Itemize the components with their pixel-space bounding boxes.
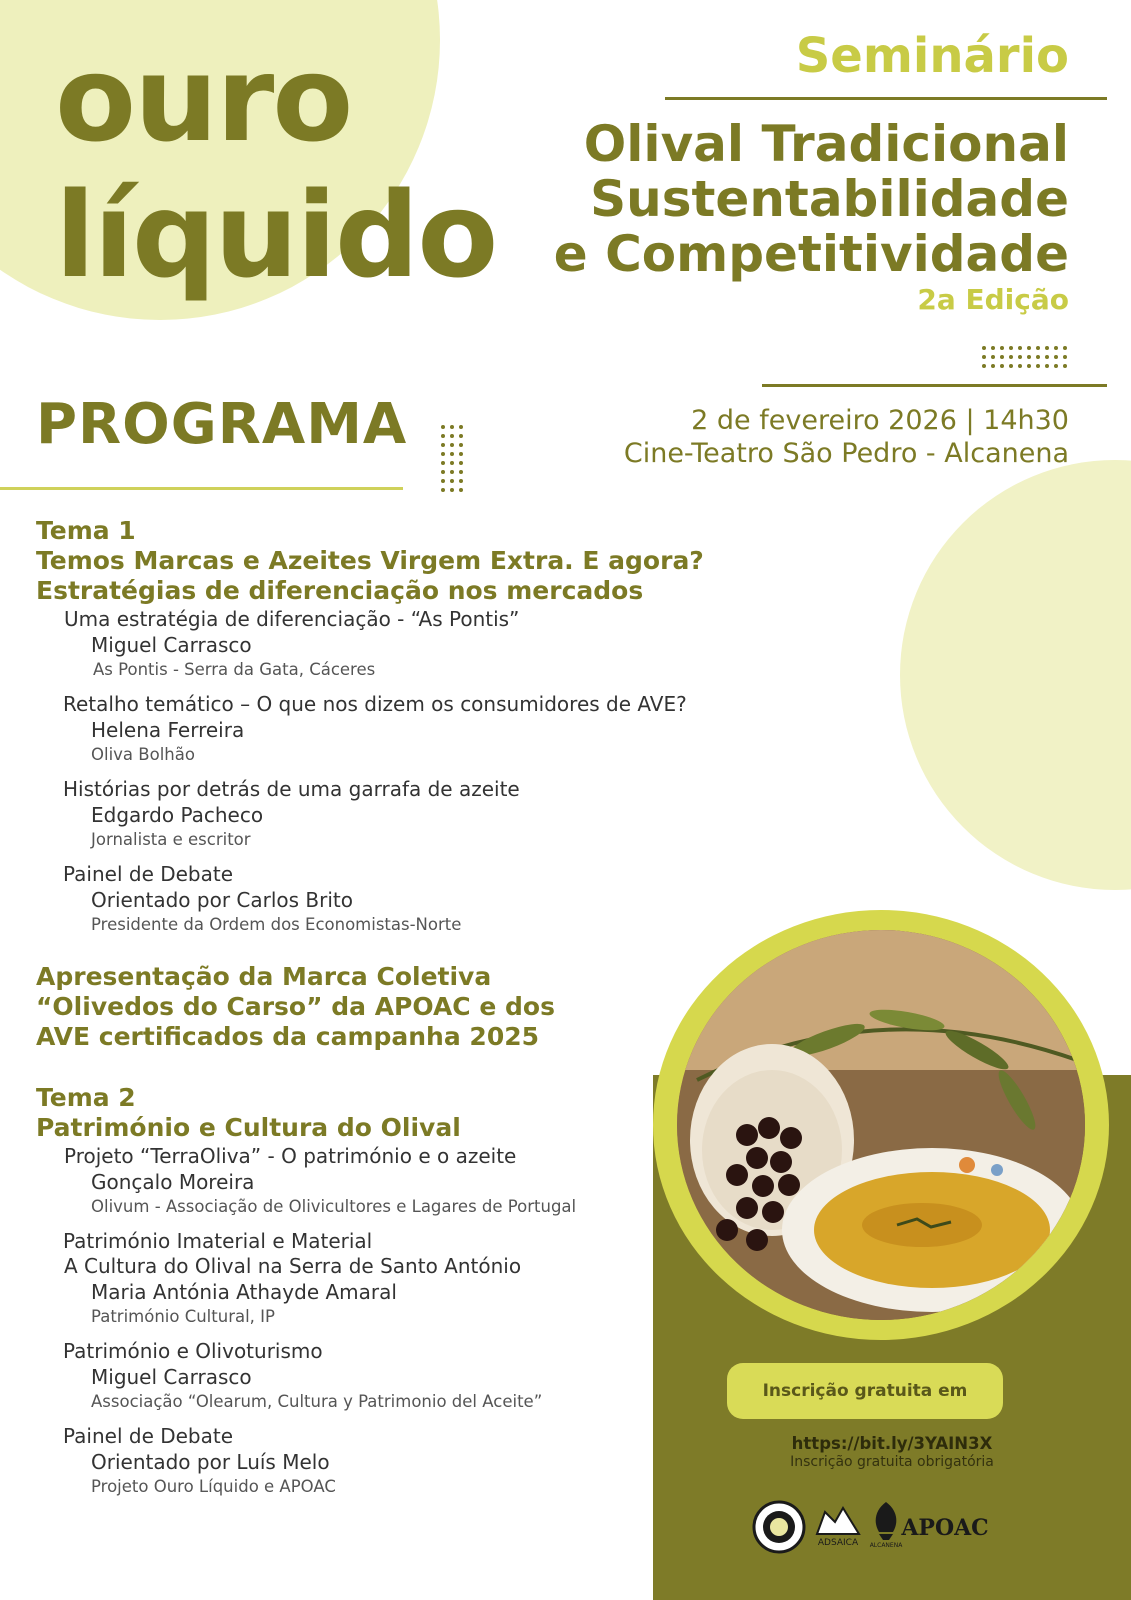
talk-title: Painel de Debate	[63, 1424, 234, 1448]
theme2-label: Tema 2	[36, 1083, 136, 1112]
adsaica-logo	[808, 1498, 868, 1554]
edition-label: 2a Edição	[917, 283, 1069, 316]
alcanena-logo-text: ALCANENA	[869, 1541, 903, 1549]
alcanena-logo	[866, 1494, 906, 1554]
programme-heading: PROGRAMA	[36, 392, 408, 457]
talk-title: Projeto “TerraOliva” - O património e o azeite	[64, 1144, 517, 1168]
theme2-title-line1: Património e Cultura do Olival	[36, 1113, 461, 1142]
event-date-time: 2 de fevereiro 2026 | 14h30	[691, 405, 1069, 436]
presentation-line1: Apresentação da Marca Coletiva	[36, 962, 492, 991]
speaker-name: Miguel Carrasco	[91, 1365, 252, 1389]
registration-button[interactable]: Inscrição gratuita em	[727, 1363, 1003, 1419]
divider-programme	[0, 487, 403, 490]
dot-grid-icon	[982, 346, 1067, 368]
event-title-line3: e Competitividade	[553, 225, 1069, 283]
speaker-affiliation: Património Cultural, IP	[91, 1307, 275, 1326]
talk-title: Património Imaterial e Material	[63, 1229, 373, 1253]
speaker-name: Helena Ferreira	[91, 718, 245, 742]
divider-top	[665, 97, 1107, 100]
decorative-circle-right	[900, 460, 1131, 890]
theme1-title-line2: Estratégias de diferenciação nos mercados	[36, 576, 644, 605]
olive-photo-illustration	[677, 930, 1085, 1320]
speaker-name: Edgardo Pacheco	[91, 803, 264, 827]
speaker-name: Orientado por Luís Melo	[91, 1450, 330, 1474]
talk-title: Histórias por detrás de uma garrafa de azeite	[63, 777, 520, 801]
presentation-line3: AVE certificados da campanha 2025	[36, 1022, 540, 1051]
event-title-line2: Sustentabilidade	[590, 170, 1069, 228]
speaker-affiliation: Oliva Bolhão	[91, 745, 195, 764]
talk-title: Uma estratégia de diferenciação - “As Pontis”	[64, 607, 520, 631]
speaker-affiliation: Associação “Olearum, Cultura y Patrimonio del Aceite”	[91, 1392, 543, 1411]
seal-logo-icon	[752, 1500, 806, 1554]
speaker-affiliation: Olivum - Associação de Olivicultores e Lagares de Portugal	[91, 1197, 577, 1216]
talk-title: Painel de Debate	[63, 862, 234, 886]
speaker-name: Maria Antónia Athayde Amaral	[91, 1280, 397, 1304]
olive-bowl-photo	[677, 930, 1085, 1320]
talk-title: Retalho temático – O que nos dizem os consumidores de AVE?	[63, 692, 687, 716]
speaker-affiliation: Projeto Ouro Líquido e APOAC	[91, 1477, 336, 1496]
presentation-line2: “Olivedos do Carso” da APOAC e dos	[36, 992, 555, 1021]
theme1-title-line1: Temos Marcas e Azeites Virgem Extra. E agora?	[36, 546, 704, 575]
registration-note: Inscrição gratuita obrigatória	[790, 1454, 994, 1470]
talk-title-line2: A Cultura do Olival na Serra de Santo António	[64, 1254, 522, 1278]
speaker-affiliation: Jornalista e escritor	[91, 830, 251, 849]
event-venue: Cine-Teatro São Pedro - Alcanena	[623, 438, 1069, 469]
speaker-name: Gonçalo Moreira	[91, 1170, 255, 1194]
speaker-affiliation: Presidente da Ordem dos Economistas-Norte	[91, 915, 462, 934]
apoac-logo	[901, 1510, 989, 1546]
divider-date	[762, 384, 1107, 387]
talk-title: Património e Olivoturismo	[63, 1339, 323, 1363]
event-title-line1: Olival Tradicional	[583, 115, 1069, 173]
kicker-seminario: Seminário	[795, 28, 1069, 84]
dot-grid-icon	[441, 425, 463, 492]
speaker-affiliation: As Pontis - Serra da Gata, Cáceres	[93, 660, 376, 679]
speaker-name: Orientado por Carlos Brito	[91, 888, 353, 912]
theme1-label: Tema 1	[36, 516, 136, 545]
apoac-logo-text: APOAC	[901, 1515, 989, 1541]
adsaica-logo-text: ADSAICA	[817, 1538, 859, 1548]
main-title-line1: ouro	[55, 30, 352, 168]
main-title-line2: líquido	[55, 166, 497, 304]
registration-link[interactable]: https://bit.ly/3YAIN3X	[791, 1434, 993, 1453]
speaker-name: Miguel Carrasco	[91, 633, 252, 657]
